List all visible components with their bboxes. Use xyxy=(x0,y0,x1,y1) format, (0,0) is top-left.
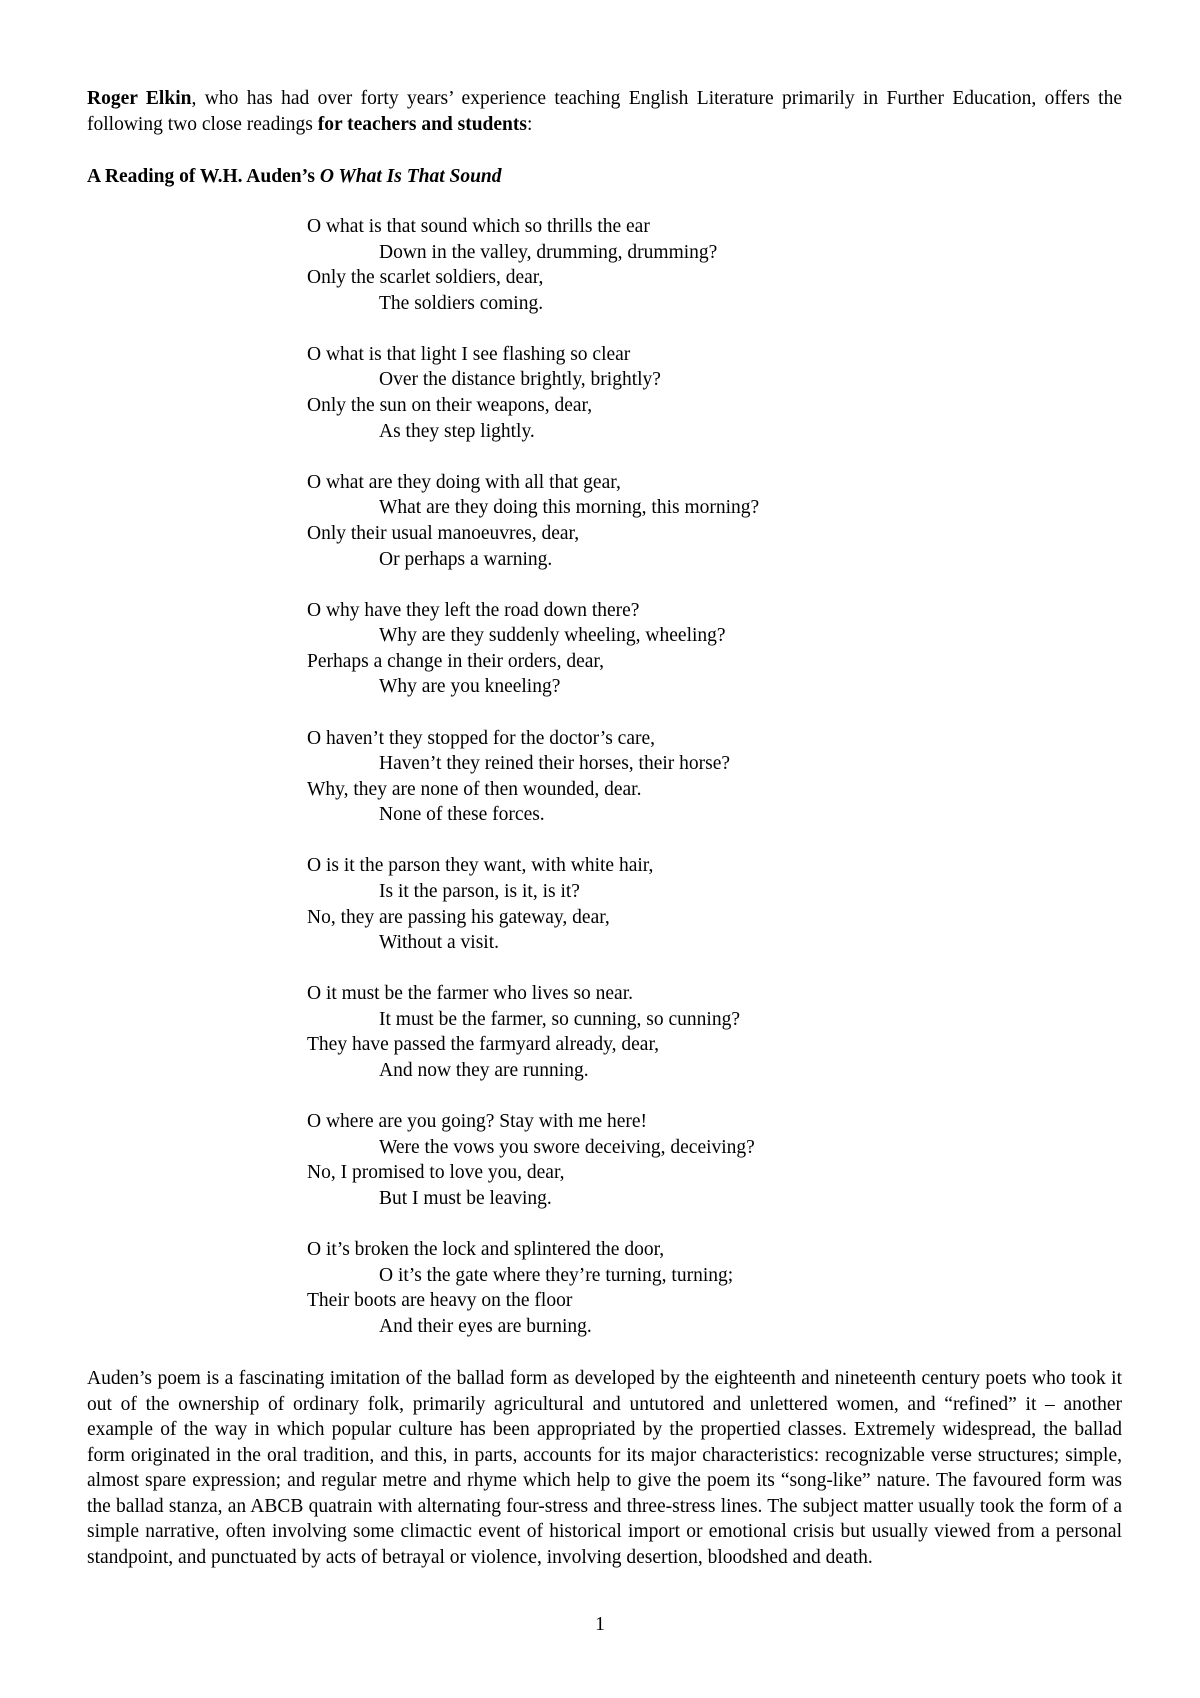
poem-line: They have passed the farmyard already, dear, xyxy=(307,1034,660,1056)
poem-stanza xyxy=(307,853,867,955)
poem-title: O What Is That Sound xyxy=(319,166,502,187)
poem-line: Perhaps a change in their orders, dear, xyxy=(307,650,605,672)
poem-line: Why are you kneeling? xyxy=(379,676,561,698)
essay-paragraph: Auden’s poem is a fascinating imitation of the ballad form as developed by the eighteenth and nineteenth century poets who took it out of the ownership of ordinary folk, primarily agricultural and untutored and unlettered women, and “refined” it – another example of the way in which popular culture has been appropriated by the propertied classes. Extremely widespread, the ballad form originated in the oral tradition, and this, in parts, accounts for its major characteristics: recognizable verse structures; simple, almost spare expression; and regular metre and rhyme which help to give the poem its “song-like” nature. The favoured form was the ballad stanza, an ABCB quatrain with alternating four-stress and three-stress lines. The subject matter usually took the form of a simple narrative, often involving some climactic event of historical import or emotional crisis but usually viewed from a personal standpoint, and punctuated by acts of betrayal or violence, involving desertion, bloodshed and death. xyxy=(87,1368,1122,1568)
section-heading xyxy=(87,164,502,190)
poem-line: O haven’t they stopped for the doctor’s care, xyxy=(307,727,656,749)
poem-stanza xyxy=(307,981,867,1083)
poem-line: O what is that light I see flashing so clear xyxy=(307,343,631,365)
poem-line: None of these forces. xyxy=(379,804,545,826)
poem-line: Down in the valley, drumming, drumming? xyxy=(379,241,718,263)
poem-line: It must be the farmer, so cunning, so cunning? xyxy=(379,1008,740,1030)
author-name: Roger Elkin xyxy=(87,88,192,109)
poem-line: O it’s the gate where they’re turning, turning; xyxy=(379,1264,734,1286)
poem-line: O what is that sound which so thrills the ear xyxy=(307,216,650,237)
intro-paragraph xyxy=(87,86,1122,137)
page-number: 1 xyxy=(595,1614,605,1635)
poem-line: Were the vows you swore deceiving, deceiving? xyxy=(379,1136,755,1158)
poem-stanza xyxy=(307,470,867,572)
poem-stanza xyxy=(307,1237,867,1339)
poem-line: No, they are passing his gateway, dear, xyxy=(307,906,610,928)
poem-line: O why have they left the road down there? xyxy=(307,599,640,621)
poem-line: Only their usual manoeuvres, dear, xyxy=(307,522,580,544)
poem-line: But I must be leaving. xyxy=(379,1187,552,1209)
poem-stanza xyxy=(307,1109,867,1211)
poem-line: The soldiers coming. xyxy=(379,292,544,314)
poem xyxy=(307,214,867,1365)
poem-line: O it must be the farmer who lives so near. xyxy=(307,983,634,1005)
poem-line: No, I promised to love you, dear, xyxy=(307,1162,565,1184)
poem-stanza xyxy=(307,342,867,444)
poem-line: O where are you going? Stay with me here! xyxy=(307,1111,648,1133)
poem-line: Haven’t they reined their horses, their horse? xyxy=(379,753,731,775)
poem-line: O what are they doing with all that gear, xyxy=(307,471,621,493)
poem-line: And now they are running. xyxy=(379,1060,589,1082)
intro-text: , who has had over forty years’ experience teaching English Literature primarily in Further Education, offers the following two close readings xyxy=(87,88,1122,135)
poem-line: O is it the parson they want, with white hair, xyxy=(307,855,654,877)
intro-emphasis: for teachers and students xyxy=(317,113,527,135)
poem-line: Or perhaps a warning. xyxy=(379,548,553,570)
poem-line: And their eyes are burning. xyxy=(379,1315,592,1337)
poem-line: Without a visit. xyxy=(379,932,499,954)
poem-stanza xyxy=(307,598,867,700)
poem-line: Over the distance brightly, brightly? xyxy=(379,369,661,391)
poem-stanza xyxy=(307,726,867,828)
poem-line: Only the sun on their weapons, dear, xyxy=(307,395,593,417)
poem-line: Why are they suddenly wheeling, wheeling? xyxy=(379,625,726,647)
poem-line: O it’s broken the lock and splintered the door, xyxy=(307,1239,665,1260)
poem-line: Their boots are heavy on the floor xyxy=(307,1290,573,1312)
poem-line: As they step lightly. xyxy=(379,420,535,442)
poem-line: Is it the parson, is it, is it? xyxy=(379,880,580,902)
intro-text-end: : xyxy=(526,113,533,135)
heading-prefix: A Reading of W.H. Auden’s xyxy=(87,166,320,187)
poem-line: What are they doing this morning, this morning? xyxy=(379,497,760,519)
poem-line: Why, they are none of then wounded, dear. xyxy=(307,778,642,800)
poem-line: Only the scarlet soldiers, dear, xyxy=(307,267,544,289)
poem-stanza xyxy=(307,214,867,316)
